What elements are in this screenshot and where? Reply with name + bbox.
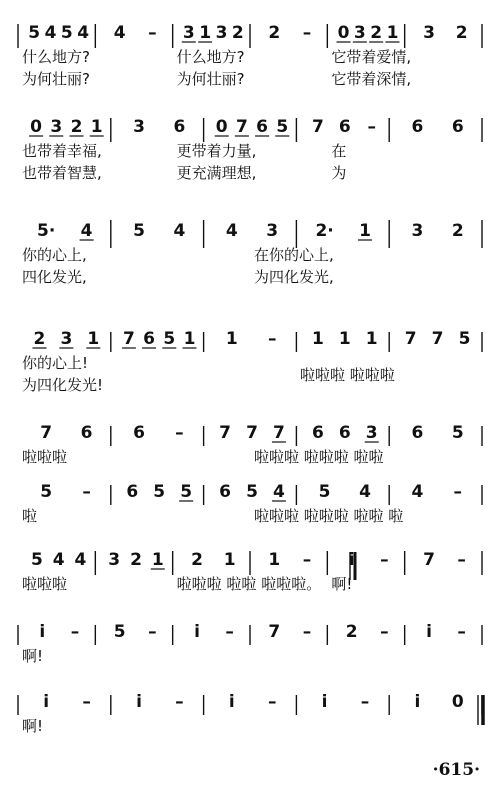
note: 5· xyxy=(37,221,56,241)
note: – xyxy=(302,23,312,43)
measure xyxy=(426,622,466,642)
note: 0 xyxy=(451,692,464,712)
measure xyxy=(37,221,94,241)
staff-row xyxy=(18,622,482,665)
note: 3 xyxy=(215,23,228,43)
measure xyxy=(32,329,100,349)
note: 5 xyxy=(246,482,258,502)
lyric-text: 为四化发光! xyxy=(22,376,104,394)
note: 4 xyxy=(225,221,238,241)
note: – xyxy=(302,550,312,570)
note: – xyxy=(82,692,91,712)
staff-row xyxy=(22,329,482,394)
note: 7 xyxy=(273,423,285,443)
note: – xyxy=(175,423,184,443)
measure xyxy=(114,622,157,642)
measure xyxy=(268,550,311,570)
measure xyxy=(423,23,468,43)
note: 3 xyxy=(108,550,121,570)
note: – xyxy=(380,622,389,642)
note: i xyxy=(348,550,355,570)
note: 2 xyxy=(370,23,383,43)
lyric-text: 也带着智慧, xyxy=(22,164,102,182)
note: 2 xyxy=(451,221,464,241)
measure xyxy=(133,221,185,241)
note: 0 xyxy=(215,117,228,137)
note: 2 xyxy=(345,622,358,642)
lyric-text: 四化发光, xyxy=(22,268,87,286)
lyric-text: 你的心上! xyxy=(22,354,89,372)
note: i xyxy=(414,692,421,712)
measure xyxy=(219,482,286,502)
staff-row xyxy=(22,220,482,286)
note: 1 xyxy=(386,23,399,43)
measure xyxy=(133,423,184,443)
note: 6 xyxy=(338,117,351,137)
note: 4 xyxy=(52,550,65,570)
measure xyxy=(319,482,371,502)
refrain-lyric: 啦啦啦 啦啦啦 xyxy=(300,366,395,384)
note: 4 xyxy=(113,23,126,43)
note: – xyxy=(302,622,312,642)
lyric-text: 啊! xyxy=(22,647,44,665)
note: 5 xyxy=(180,482,193,502)
note: – xyxy=(380,550,389,570)
measure xyxy=(268,622,311,642)
note: 3 xyxy=(50,117,63,137)
note: 2 xyxy=(191,550,203,570)
note: 7 xyxy=(246,423,258,443)
measure xyxy=(122,329,197,349)
note: 6 xyxy=(311,423,324,443)
note: i xyxy=(321,692,328,712)
note: 5 xyxy=(30,550,43,570)
note: 6 xyxy=(411,117,424,137)
note: 7 xyxy=(219,423,231,443)
lyric-text: 为何壮丽? xyxy=(22,70,90,88)
note: 1 xyxy=(225,329,238,349)
measure xyxy=(28,23,89,43)
measure xyxy=(29,117,104,137)
note: – xyxy=(453,482,463,502)
lyric-text: 它带着深情, xyxy=(331,70,412,88)
note: 4 xyxy=(173,221,186,241)
note: i xyxy=(136,692,142,712)
lyric-text: 啦啦啦 xyxy=(22,448,68,466)
measure xyxy=(191,550,236,570)
lyric-text: 啦 xyxy=(22,507,38,525)
note: 6 xyxy=(143,329,156,349)
lyric-text: 啊! xyxy=(331,575,353,593)
lyric-text: 更带着力量, xyxy=(176,142,257,160)
note: 7 xyxy=(431,329,444,349)
note: 5 xyxy=(318,482,331,502)
note: 1 xyxy=(183,329,196,349)
note: 5 xyxy=(28,23,41,43)
staff-row xyxy=(18,692,482,735)
staff-row xyxy=(22,482,482,525)
measure xyxy=(312,329,378,349)
lyric-text: 啊! xyxy=(22,717,44,735)
note: – xyxy=(267,692,277,712)
note: 2 xyxy=(33,329,46,349)
note: – xyxy=(82,482,91,502)
note: 5 xyxy=(276,117,289,137)
lyric-text: 为 xyxy=(331,164,347,182)
note: – xyxy=(360,692,370,712)
note: 5 xyxy=(163,329,176,349)
measure xyxy=(337,23,400,43)
note: 7 xyxy=(423,550,435,570)
lyric-text: 也带着幸福, xyxy=(22,142,102,160)
measure xyxy=(136,692,184,712)
note: 6 xyxy=(411,423,424,443)
note: – xyxy=(267,329,277,349)
measure xyxy=(108,550,164,570)
note: 1 xyxy=(338,329,351,349)
measure xyxy=(423,550,466,570)
note: 6 xyxy=(173,117,186,137)
measure xyxy=(315,221,372,241)
note: i xyxy=(39,622,46,642)
note: 2 xyxy=(231,23,244,43)
measure xyxy=(312,423,379,443)
note: 5 xyxy=(113,622,126,642)
note: 5 xyxy=(133,221,145,241)
note: – xyxy=(148,622,157,642)
measure xyxy=(133,117,185,137)
note: 6 xyxy=(80,423,93,443)
note: 1 xyxy=(151,550,164,570)
note: 2· xyxy=(315,221,334,241)
note: 3 xyxy=(133,117,145,137)
note: – xyxy=(148,23,157,43)
note: 0 xyxy=(30,117,43,137)
measure xyxy=(114,23,157,43)
note: 4 xyxy=(44,23,57,43)
measure xyxy=(226,329,277,349)
note: 1 xyxy=(223,550,236,570)
note: i xyxy=(43,692,50,712)
note: – xyxy=(70,622,80,642)
measure xyxy=(39,622,79,642)
page-number: ·615· xyxy=(432,760,480,780)
note: 1 xyxy=(311,329,324,349)
note: – xyxy=(225,622,234,642)
note: 4 xyxy=(411,482,424,502)
note: 3 xyxy=(266,221,279,241)
note: 1 xyxy=(87,329,100,349)
note: 3 xyxy=(60,329,73,349)
staff-row xyxy=(22,423,482,466)
note: – xyxy=(175,692,184,712)
measure xyxy=(40,423,92,443)
measure xyxy=(31,550,87,570)
note: 2 xyxy=(268,23,281,43)
measure xyxy=(40,482,91,502)
note: 6 xyxy=(133,423,145,443)
note: 2 xyxy=(455,23,468,43)
note: 7 xyxy=(311,117,324,137)
note: 1 xyxy=(359,221,371,241)
note: 6 xyxy=(256,117,269,137)
lyric-text: 为何壮丽? xyxy=(176,70,245,88)
note: 5 xyxy=(451,423,464,443)
measure xyxy=(182,23,244,43)
measure xyxy=(411,221,463,241)
note: 0 xyxy=(337,23,350,43)
note: 7 xyxy=(235,117,248,137)
lyric-text: 什么地方? xyxy=(22,48,90,66)
note: 4 xyxy=(359,482,371,502)
note: 2 xyxy=(70,117,83,137)
note: 4 xyxy=(80,221,93,241)
lyric-text: 它带着爱情, xyxy=(331,48,412,66)
note: 7 xyxy=(40,423,53,443)
note: 4 xyxy=(273,482,285,502)
note: 2 xyxy=(130,550,142,570)
staff-row xyxy=(18,23,482,88)
lyric-text: 为四化发光, xyxy=(254,268,334,286)
note: 4 xyxy=(74,550,87,570)
note: 1 xyxy=(268,550,281,570)
measure xyxy=(126,482,193,502)
note: 7 xyxy=(268,622,281,642)
measure xyxy=(411,117,463,137)
lyric-text: 你的心上, xyxy=(22,246,87,264)
measure xyxy=(346,622,389,642)
lyric-text: 啦啦啦 啦啦啦 啦啦 xyxy=(254,448,384,466)
note: 7 xyxy=(404,329,417,349)
note: 5 xyxy=(153,482,166,502)
note: 6 xyxy=(219,482,231,502)
lyric-text: 啦啦啦 啦啦啦 啦啦 啦 xyxy=(254,507,404,525)
note: 6 xyxy=(338,423,351,443)
measure xyxy=(226,221,278,241)
measure xyxy=(215,117,290,137)
measure xyxy=(411,423,463,443)
lyric-text: 在 xyxy=(331,142,347,160)
lyric-text: 什么地方? xyxy=(176,48,245,66)
note: 1 xyxy=(199,23,212,43)
note: i xyxy=(426,622,432,642)
note: 1 xyxy=(90,117,103,137)
staff-row xyxy=(22,550,482,593)
measure xyxy=(322,692,370,712)
measure xyxy=(43,692,91,712)
staff-row xyxy=(22,117,482,182)
note: 1 xyxy=(365,329,378,349)
note: 3 xyxy=(353,23,366,43)
lyric-text: 在你的心上, xyxy=(254,246,334,264)
note: – xyxy=(367,117,376,137)
note: 3 xyxy=(182,23,195,43)
measure xyxy=(405,329,471,349)
measure xyxy=(219,423,286,443)
note: – xyxy=(457,622,466,642)
note: 3 xyxy=(365,423,378,443)
note: 4 xyxy=(77,23,90,43)
measure xyxy=(268,23,311,43)
lyric-text: 啦啦啦 啦啦 啦啦啦。 xyxy=(176,575,322,593)
note: 5 xyxy=(40,482,53,502)
note: 3 xyxy=(411,221,424,241)
measure xyxy=(411,482,462,502)
note: 5 xyxy=(60,23,73,43)
note: 3 xyxy=(423,23,435,43)
note: – xyxy=(457,550,466,570)
lyric-text: 更充满理想, xyxy=(176,164,257,182)
measure xyxy=(194,622,234,642)
note: i xyxy=(228,692,235,712)
measure xyxy=(229,692,277,712)
note: i xyxy=(194,622,200,642)
note: 6 xyxy=(451,117,464,137)
lyric-text: 啦啦啦 xyxy=(22,575,68,593)
note: 6 xyxy=(126,482,139,502)
measure xyxy=(414,692,463,712)
measure xyxy=(312,117,376,137)
note: 7 xyxy=(122,329,135,349)
note: 5 xyxy=(458,329,471,349)
